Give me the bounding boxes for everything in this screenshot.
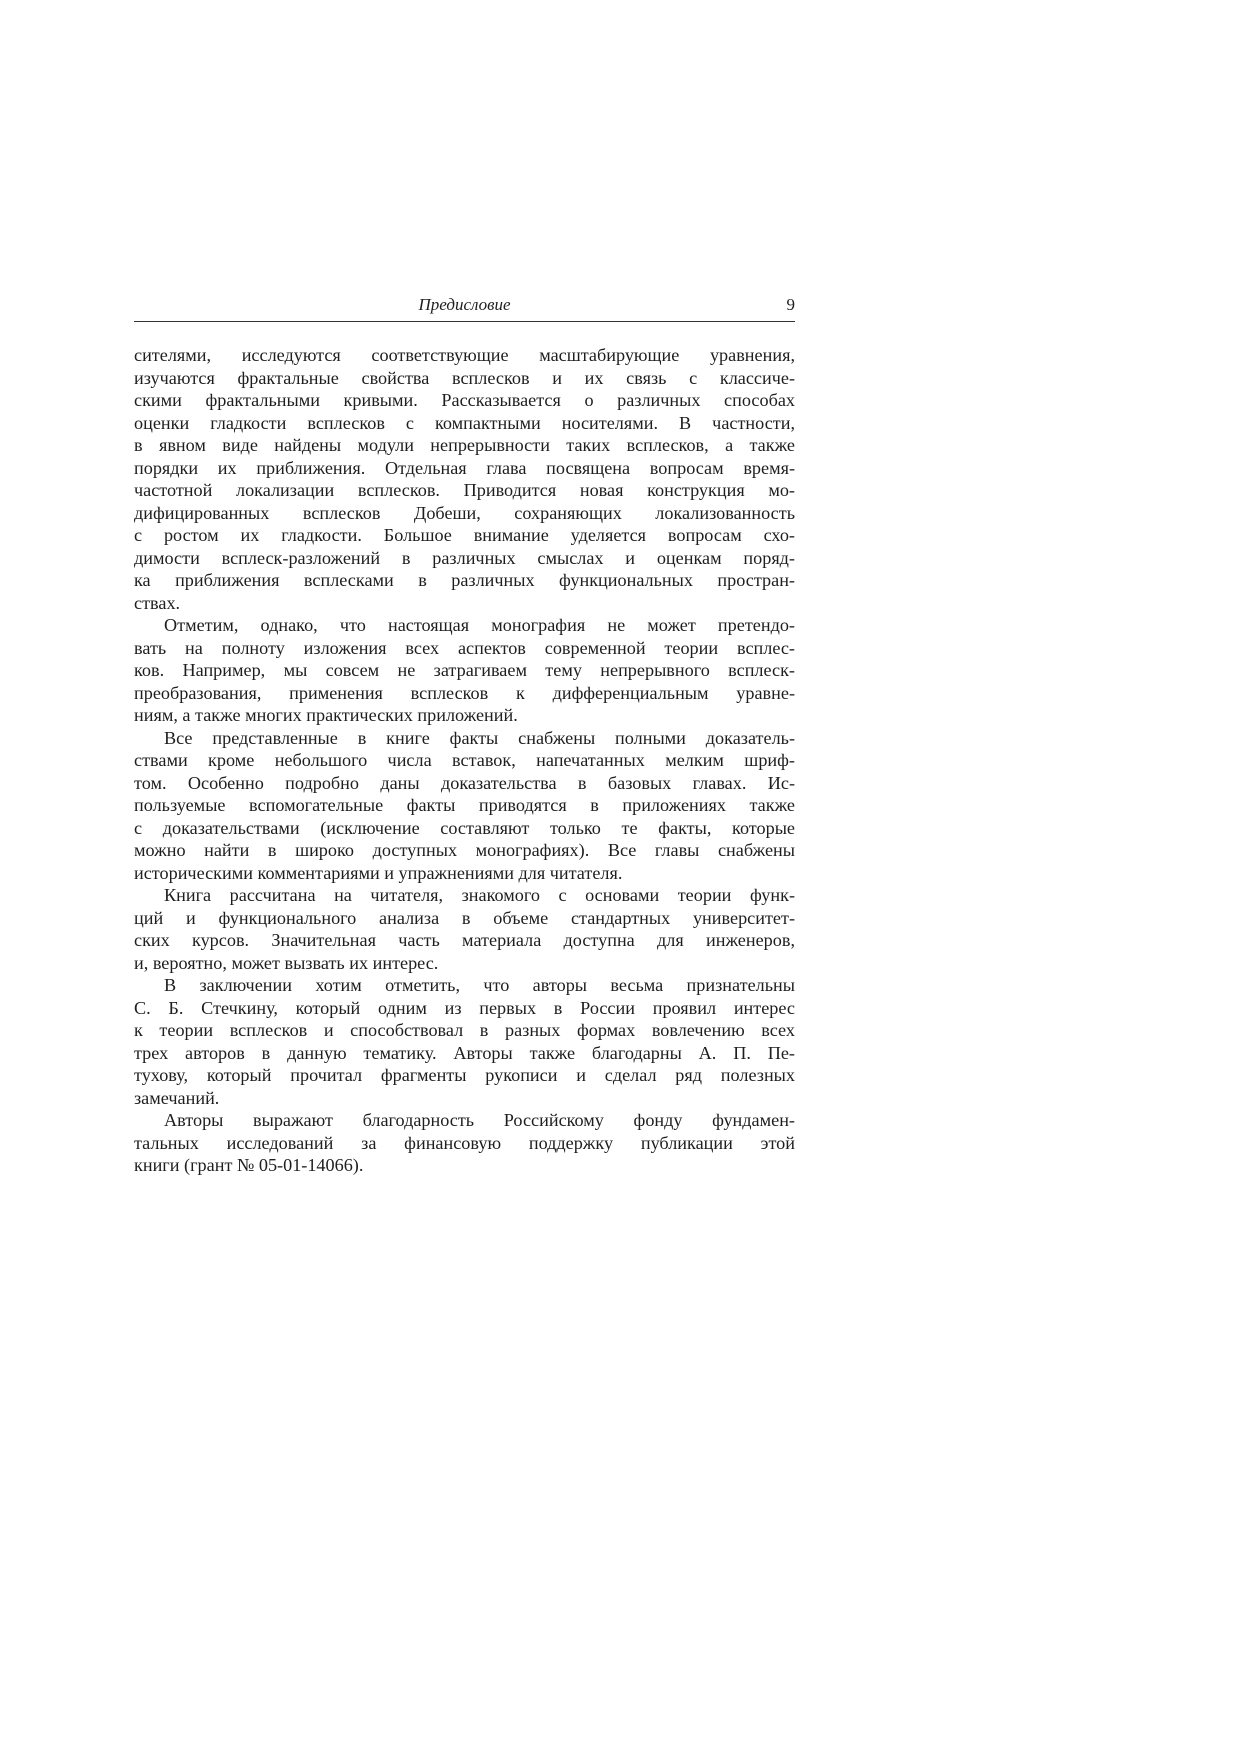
text-line: Книга рассчитана на читателя, знакомого с основами теории функ- (164, 885, 795, 905)
paragraph (134, 727, 795, 885)
text-line: к теории всплесков и способствовал в разных формах вовлечению всех (134, 1020, 795, 1040)
page-number: 9 (786, 295, 795, 314)
text-line: ций и функционального анализа в объеме стандартных университет- (134, 907, 795, 928)
text-line: книги (грант № 05-01-14066). (134, 1155, 364, 1175)
text-line: пользуемые вспомогательные факты приводятся в приложениях также (134, 795, 795, 815)
paragraph (134, 974, 795, 1109)
text-line: изучаются фрактальные свойства всплесков и их связь с классиче- (134, 367, 795, 388)
text-line: в явном виде найдены модули непрерывности таких всплесков, а также (134, 435, 795, 455)
text-line: и, вероятно, может вызвать их интерес. (134, 952, 439, 973)
text-line: историческими комментариями и упражнениями для читателя. (134, 862, 623, 883)
text-line: оценки гладкости всплесков с компактными носителями. В частности, (134, 412, 795, 433)
paragraph (134, 344, 795, 614)
text-line: с ростом их гладкости. Большое внимание уделяется вопросам схо- (134, 525, 795, 545)
text-line: С. Б. Стечкину, который одним из первых в России проявил интерес (134, 997, 795, 1018)
text-line: димости всплеск-разложений в различных смыслах и оценкам поряд- (134, 547, 795, 568)
text-line: ков. Например, мы совсем не затрагиваем тему непрерывного всплеск- (134, 660, 795, 680)
paragraph (134, 614, 795, 727)
paragraph (134, 884, 795, 974)
text-line: том. Особенно подробно даны доказательства в базовых главах. Ис- (134, 772, 795, 793)
text-line: В заключении хотим отметить, что авторы весьма признательны (164, 975, 795, 995)
text-line: порядки их приближения. Отдельная глава посвящена вопросам время- (134, 457, 795, 478)
text-line: ствами кроме небольшого числа вставок, напечатанных мелким шриф- (134, 750, 795, 770)
text-line: ниям, а также многих практических приложений. (134, 705, 518, 725)
page-header (134, 293, 795, 322)
text-line: частотной локализации всплесков. Приводится новая конструкция мо- (134, 480, 795, 500)
text-line: с доказательствами (исключение составляют только те факты, которые (134, 817, 795, 838)
text-line: вать на полноту изложения всех аспектов современной теории всплес- (134, 637, 795, 658)
text-line: Авторы выражают благодарность Российскому фонду фундамен- (164, 1110, 795, 1130)
text-line: сителями, исследуются соответствующие масштабирующие уравнения, (134, 345, 795, 365)
text-line: ских курсов. Значительная часть материала доступна для инженеров, (134, 930, 795, 950)
text-line: тальных исследований за финансовую поддержку публикации этой (134, 1132, 795, 1153)
text-line: Отметим, однако, что настоящая монография не может претендо- (164, 615, 795, 635)
text-line: скими фрактальными кривыми. Рассказывается о различных способах (134, 390, 795, 410)
running-title: Предисловие (418, 295, 511, 314)
text-line: ка приближения всплесками в различных функциональных простран- (134, 570, 795, 590)
text-line: преобразования, применения всплесков к дифференциальным уравне- (134, 682, 795, 703)
text-line: можно найти в широко доступных монографиях). Все главы снабжены (134, 840, 795, 860)
text-line: замечаний. (134, 1087, 220, 1108)
text-line: трех авторов в данную тематику. Авторы также благодарны А. П. Пе- (134, 1042, 795, 1063)
text-body (134, 344, 795, 1177)
text-line: тухову, который прочитал фрагменты рукописи и сделал ряд полезных (134, 1065, 795, 1085)
paragraph (134, 1109, 795, 1177)
text-line: дифицированных всплесков Добеши, сохраняющих локализованность (134, 502, 795, 523)
text-line: Все представленные в книге факты снабжены полными доказатель- (164, 727, 795, 748)
text-line: ствах. (134, 592, 181, 613)
